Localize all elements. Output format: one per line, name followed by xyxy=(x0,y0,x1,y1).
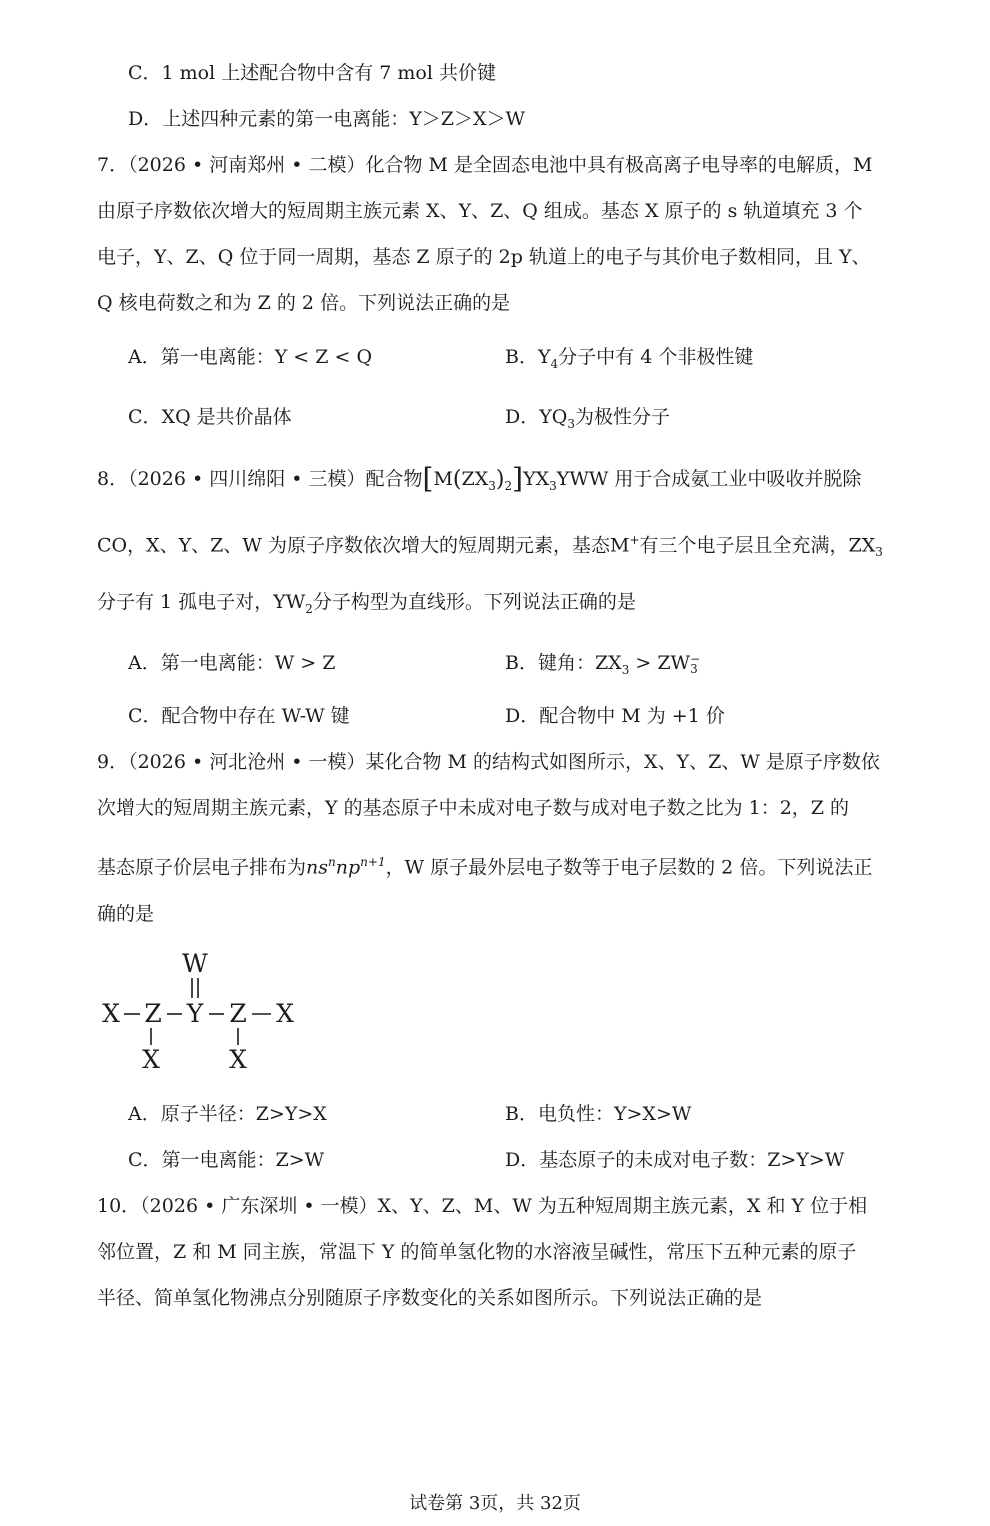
structural-formula xyxy=(95,948,305,1076)
q7-line-4: Q 核电荷数之和为 Z 的 2 倍。下列说法正确的是 xyxy=(97,292,511,314)
q9-option-b: B．电负性：Y>X>W xyxy=(505,1103,692,1125)
atom-x-left: X xyxy=(102,999,120,1028)
q9-option-a: A．原子半径：Z>Y>X xyxy=(128,1103,327,1125)
q9-line-4: 确的是 xyxy=(97,903,155,925)
atom-x-bottom-left: X xyxy=(142,1045,160,1074)
page-footer: 试卷第 3页，共 32页 xyxy=(409,1493,581,1514)
q10-line-2: 邻位置，Z 和 M 同主族，常温下 Y 的简单氢化物的水溶液呈碱性，常压下五种元素的原子 xyxy=(97,1241,857,1263)
q7-option-d: D．$YQ_3$为极性分子 xyxy=(505,406,671,431)
atom-x-right: X xyxy=(276,999,294,1028)
q8-line-3: 分子有 1 孤电子对，$YW_2$分子构型为直线形。下列说法正确的是 xyxy=(97,591,636,616)
q6-option-d: D．上述四种元素的第一电离能：Y＞Z＞X＞W xyxy=(128,108,526,130)
q8-line-2: CO，X、Y、Z、W 为原子序数依次增大的短周期元素，基态M+有三个电子层且全充满，$ZX_3$ xyxy=(97,533,883,560)
atom-z-right: Z xyxy=(229,999,247,1028)
atom-w-top: W xyxy=(182,949,208,978)
q7-line-2: 由原子序数依次增大的短周期主族元素 X、Y、Z、Q 组成。基态 X 原子的 s 轨道填充 3 个 xyxy=(97,200,863,222)
atom-y-center: Y xyxy=(186,999,204,1028)
q10-line-3: 半径、简单氢化物沸点分别随原子序数变化的关系如图所示。下列说法正确的是 xyxy=(97,1287,763,1309)
q9-option-c: C．第一电离能：Z>W xyxy=(128,1149,325,1171)
q9-line-3: 基态原子价层电子排布为$ns^nnp^{n+1}$，W 原子最外层电子数等于电子层数的 2 倍。下列说法正 xyxy=(97,855,873,879)
q9-line-2: 次增大的短周期主族元素，Y 的基态原子中未成对电子数与成对电子数之比为 1：2，Z 的 xyxy=(97,797,850,819)
q7-option-c: C．XQ 是共价晶体 xyxy=(128,406,292,428)
q7-option-a: A．第一电离能：Y < Z < Q xyxy=(128,346,373,368)
q9-line-1: 9．（2026 • 河北沧州 • 一模）某化合物 M 的结构式如图所示，X、Y、Z、W 是原子序数依 xyxy=(97,751,880,773)
q8-line-1: 8．（2026 • 四川绵阳 • 三模）配合物$[M(ZX_3)_2]YX_3YWW$ 用于合成氨工业中吸收并脱除 xyxy=(97,462,862,495)
q9-option-d: D．基态原子的未成对电子数：Z>Y>W xyxy=(505,1149,845,1171)
q8-option-b: B．键角：$ZX_3$ > ZW − 3 xyxy=(505,652,701,677)
q6-option-c: C．1 mol 上述配合物中含有 7 mol 共价键 xyxy=(128,62,496,84)
q7-line-1: 7．（2026 • 河南郑州 • 二模）化合物 M 是全固态电池中具有极高离子电导率的电解质，M xyxy=(97,154,873,176)
atom-z-left: Z xyxy=(144,999,162,1028)
q7-option-b: B．$Y_4$分子中有 4 个非极性键 xyxy=(505,346,754,371)
atom-x-bottom-right: X xyxy=(229,1045,247,1074)
q8-option-a: A．第一电离能：W > Z xyxy=(128,652,336,674)
q10-line-1: 10．（2026 • 广东深圳 • 一模）X、Y、Z、M、W 为五种短周期主族元素，X 和 Y 位于相 xyxy=(97,1195,868,1217)
q8-option-d: D．配合物中 M 为 +1 价 xyxy=(505,705,725,727)
q7-line-3: 电子，Y、Z、Q 位于同一周期，基态 Z 原子的 2p 轨道上的电子与其价电子数相同，且 Y、 xyxy=(97,246,871,268)
q8-option-c: C．配合物中存在 W-W 键 xyxy=(128,705,350,727)
